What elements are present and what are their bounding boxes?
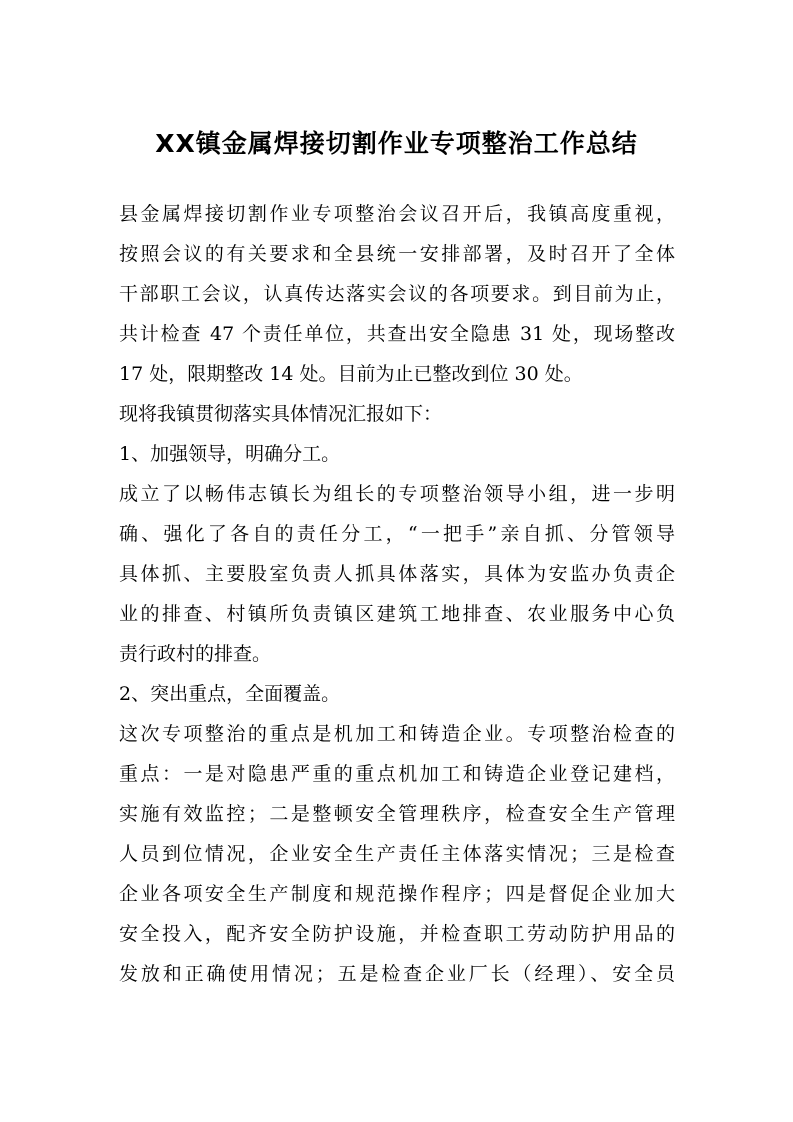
body-text-line: 2、突出重点，全面覆盖。 — [119, 683, 341, 705]
body-text-line: 具体抓、主要股室负责人抓具体落实，具体为安监办负责企 — [119, 563, 675, 585]
body-text-line: 共计检查 47 个责任单位，共查出安全隐患 31 处，现场整改 — [119, 323, 675, 345]
body-text-line: 实施有效监控；二是整顿安全管理秩序，检查安全生产管理 — [119, 803, 675, 825]
document-body — [119, 194, 675, 994]
body-text-line: 企业各项安全生产制度和规范操作程序；四是督促企业加大 — [119, 883, 675, 905]
body-text-line: 成立了以畅伟志镇长为组长的专项整治领导小组，进一步明 — [119, 483, 675, 505]
body-text-line: 这次专项整治的重点是机加工和铸造企业。专项整治检查的 — [119, 723, 675, 745]
body-text-line: 干部职工会议，认真传达落实会议的各项要求。到目前为止， — [119, 283, 675, 305]
body-text-line: 发放和正确使用情况；五是检查企业厂长（经理）、安全员 — [119, 963, 675, 985]
body-text-line: 确、强化了各自的责任分工，“一把手”亲自抓、分管领导 — [119, 523, 675, 545]
body-text-line: 现将我镇贯彻落实具体情况汇报如下： — [119, 403, 443, 425]
body-text-line: 人员到位情况，企业安全生产责任主体落实情况；三是检查 — [119, 843, 675, 865]
body-text-line: 县金属焊接切割作业专项整治会议召开后，我镇高度重视， — [119, 203, 675, 225]
body-text-line: 17 处，限期整改 14 处。目前为止已整改到位 30 处。 — [119, 363, 583, 385]
body-text-line: 按照会议的有关要求和全县统一安排部署，及时召开了全体 — [119, 243, 675, 265]
body-text-line: 责行政村的排查。 — [119, 643, 272, 665]
body-text-line: 1、加强领导，明确分工。 — [119, 443, 341, 465]
body-text-line: 业的排查、村镇所负责镇区建筑工地排查、农业服务中心负 — [119, 603, 675, 625]
body-text-line: 重点：一是对隐患严重的重点机加工和铸造企业登记建档， — [119, 763, 675, 785]
document-title: XX镇金属焊接切割作业专项整治工作总结 — [155, 129, 638, 158]
body-text-line: 安全投入，配齐安全防护设施，并检查职工劳动防护用品的 — [119, 923, 675, 945]
